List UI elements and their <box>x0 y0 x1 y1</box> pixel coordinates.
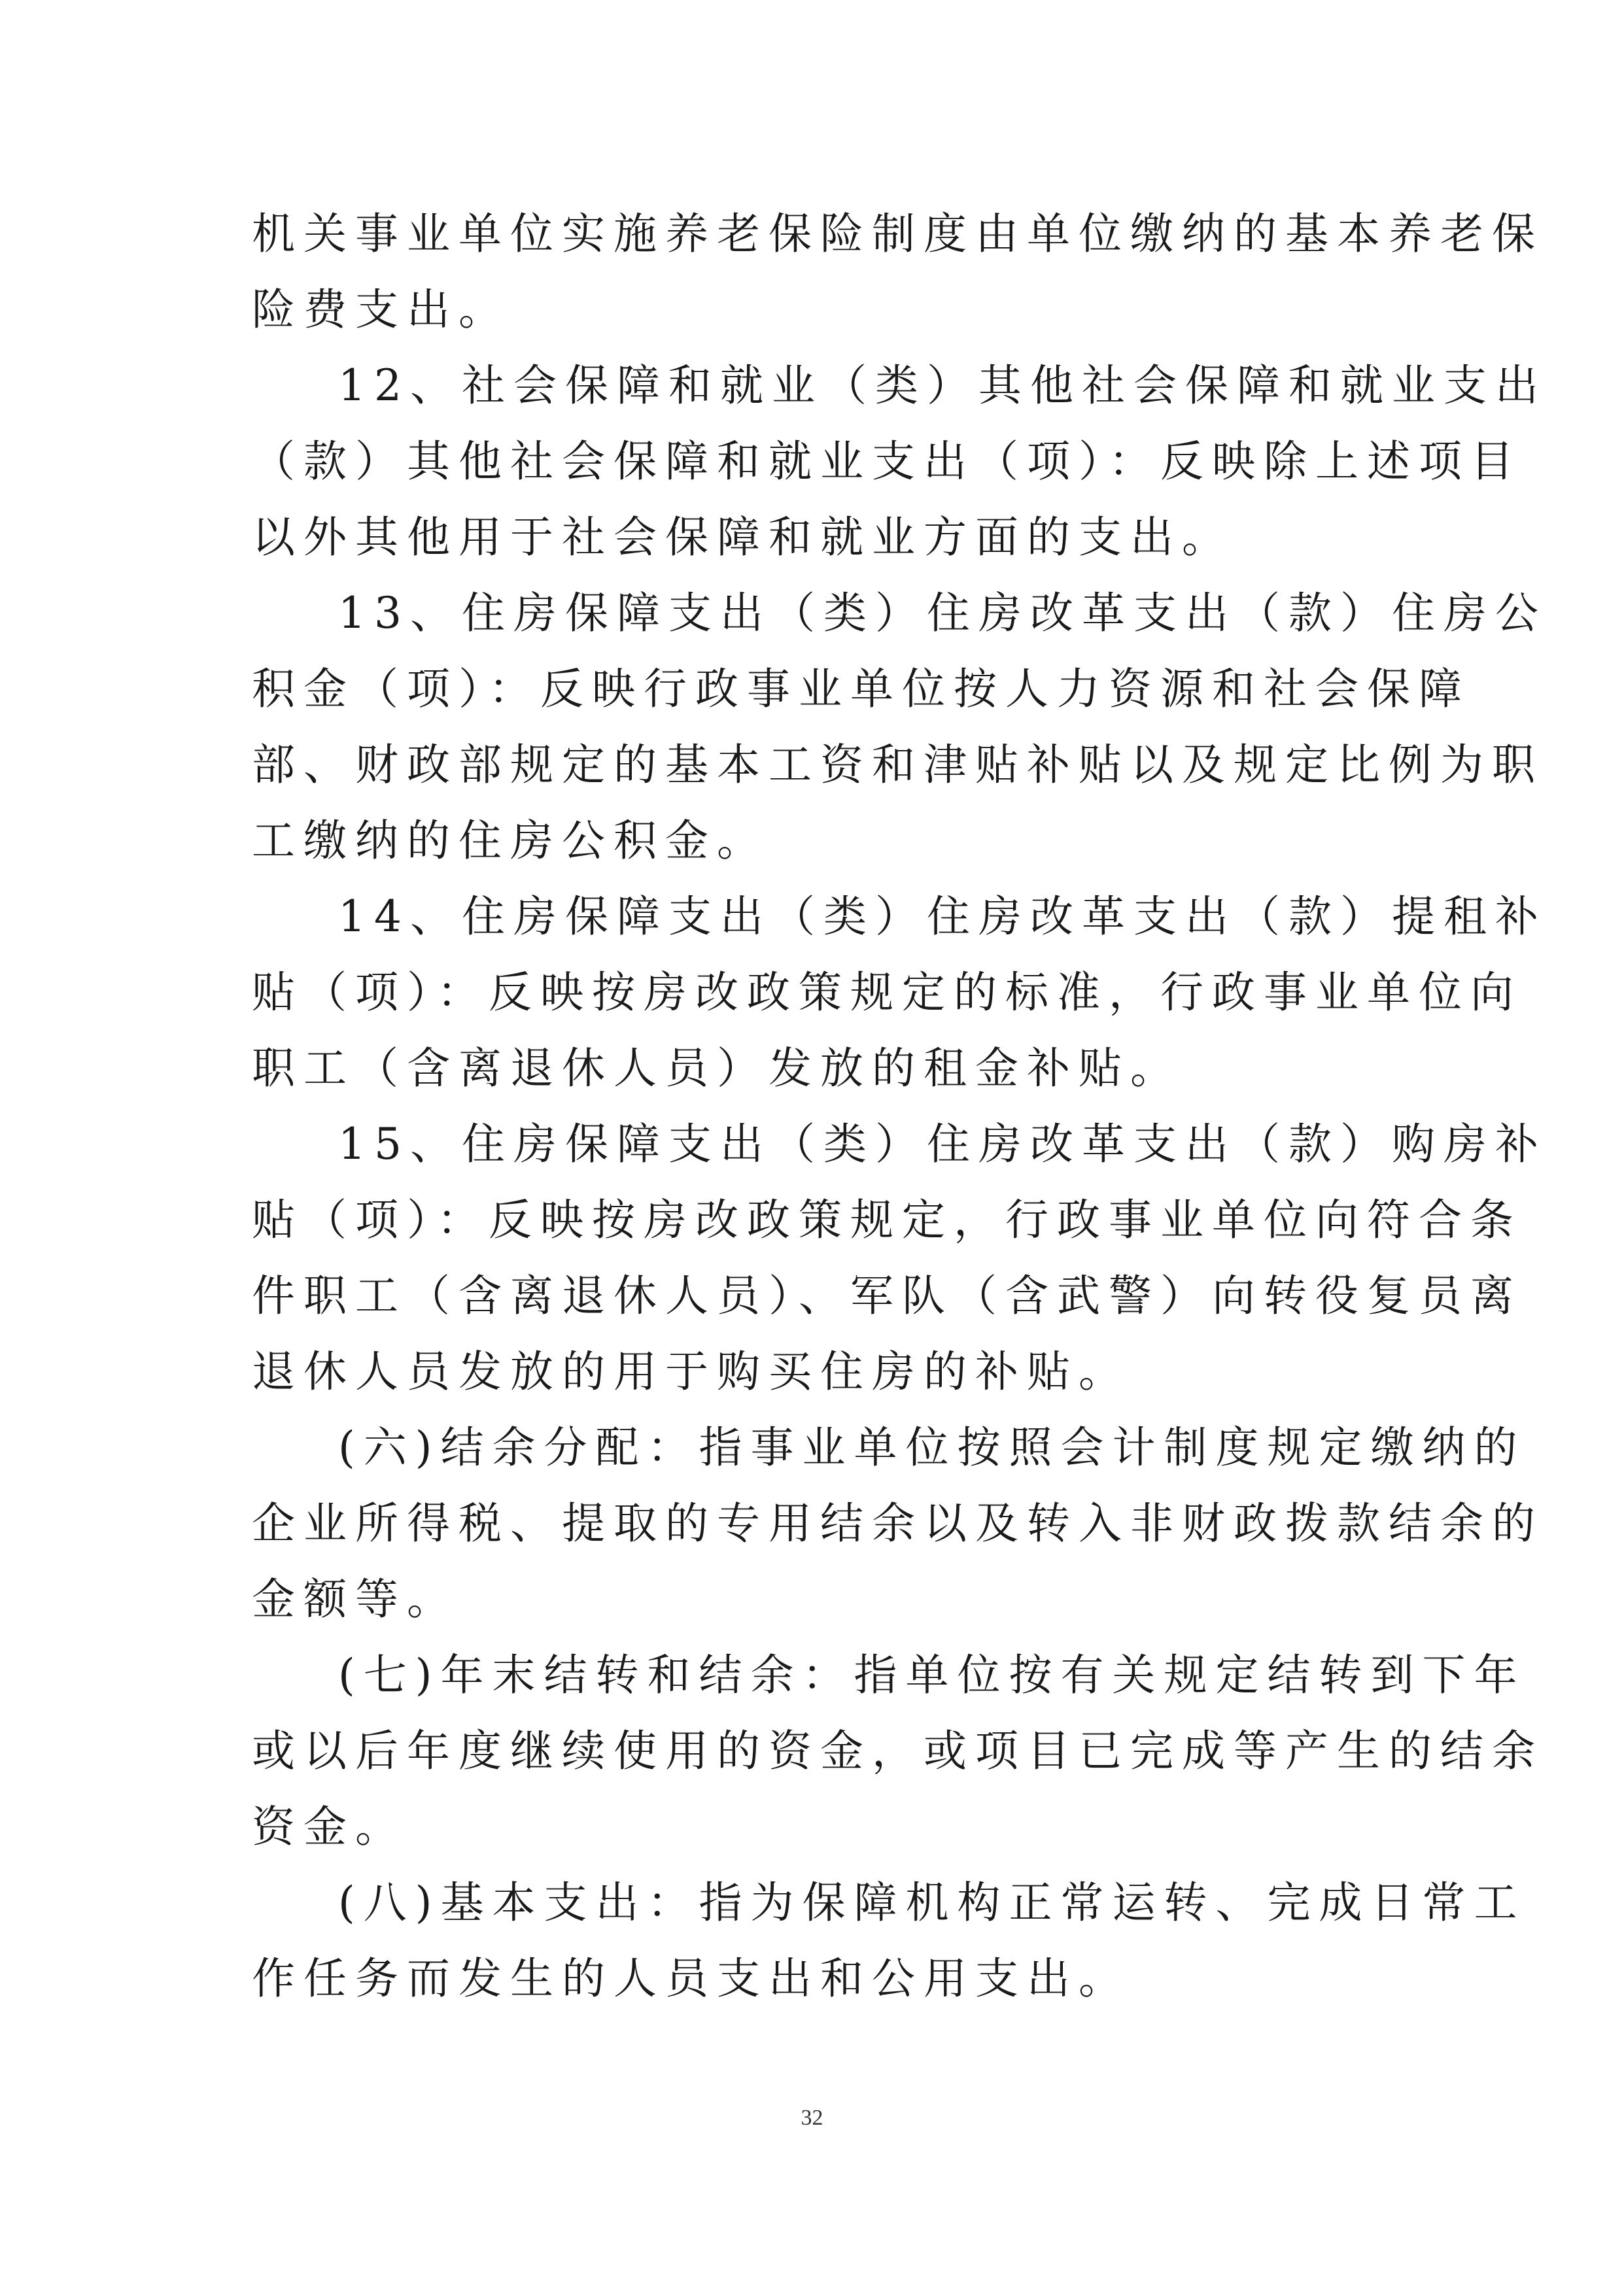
text-line: 企业所得税、提取的专用结余以及转入非财政拨款结余的 <box>252 1498 1544 1549</box>
text-line: 积金（项）：反映行政事业单位按人力资源和社会保障 <box>252 664 1470 714</box>
document-body <box>252 196 1547 2017</box>
text-line: (八)基本支出：指为保障机构正常运转、完成日常工 <box>338 1877 1526 1928</box>
text-line: 或以后年度继续使用的资金，或项目已完成等产生的结余 <box>252 1726 1544 1776</box>
paragraph-item-12 <box>252 348 1547 575</box>
text-line: 工缴纳的住房公积金。 <box>252 815 769 866</box>
text-line: (六)结余分配：指事业单位按照会计制度规定缴纳的 <box>338 1422 1526 1473</box>
page-number: 32 <box>801 2106 823 2130</box>
text-line: 资金。 <box>252 1802 407 1852</box>
paragraph-item-15 <box>252 1106 1547 1410</box>
paragraph-section-7 <box>252 1637 1544 1865</box>
text-line: 部、财政部规定的基本工资和津贴补贴以及规定比例为职 <box>252 740 1544 790</box>
text-line: 13、住房保障支出（类）住房改革支出（款）住房公 <box>338 588 1547 638</box>
text-line: 12、社会保障和就业（类）其他社会保障和就业支出 <box>338 360 1547 411</box>
text-line: 机关事业单位实施养老保险制度由单位缴纳的基本养老保 <box>252 209 1544 259</box>
text-line: 贴（项）：反映按房改政策规定，行政事业单位向符合条 <box>252 1195 1522 1245</box>
paragraph-item-13 <box>252 575 1547 879</box>
text-line: 职工（含离退休人员）发放的租金补贴。 <box>252 1043 1182 1093</box>
text-line: （款）其他社会保障和就业支出（项）：反映除上述项目 <box>252 436 1522 487</box>
paragraph-pension-continuation <box>252 196 1544 348</box>
text-line: 作任务而发生的人员支出和公用支出。 <box>252 1953 1130 2004</box>
text-line: 险费支出。 <box>252 284 510 335</box>
paragraph-item-14 <box>252 879 1547 1106</box>
text-line: 15、住房保障支出（类）住房改革支出（款）购房补 <box>338 1119 1547 1169</box>
text-line: 金额等。 <box>252 1574 458 1624</box>
text-line: 14、住房保障支出（类）住房改革支出（款）提租补 <box>338 891 1547 942</box>
text-line: (七)年末结转和结余：指单位按有关规定结转到下年 <box>338 1650 1526 1700</box>
paragraph-section-6 <box>252 1410 1544 1637</box>
text-line: 退休人员发放的用于购买住房的补贴。 <box>252 1346 1130 1397</box>
paragraph-section-8 <box>252 1865 1526 2017</box>
text-line: 贴（项）：反映按房改政策规定的标准，行政事业单位向 <box>252 967 1522 1018</box>
text-line: 以外其他用于社会保障和就业方面的支出。 <box>252 512 1234 562</box>
text-line: 件职工（含离退休人员）、军队（含武警）向转役复员离 <box>252 1271 1522 1321</box>
